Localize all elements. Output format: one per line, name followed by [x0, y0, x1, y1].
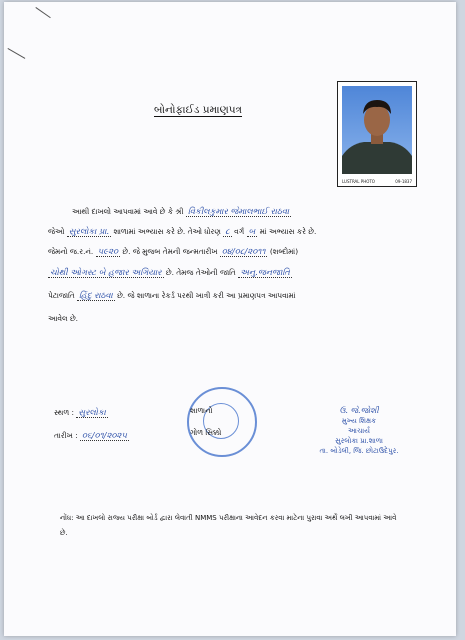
body-line-3: જેમનો જ.ર.નં. ૫૯૨૦ છે. જે મુજબ તેમની જન્મતારીખ ૦૪/૦૮/૨૦૧૧ (શબ્દોમાં): [48, 246, 299, 256]
photo-caption-left: LUSTRAL PHOTO: [342, 179, 375, 184]
student-photo: [337, 81, 417, 187]
place-value: સુરલોકા: [78, 407, 106, 417]
principal-stamp-line1: મુખ્ય શિક્ષક: [341, 417, 377, 425]
student-photo-image: [342, 86, 412, 174]
body-line-4: ચોથી ઓગસ્ટ બે હજાર અગિયાર છે. તેમજ તેઓની જાતિ અનુ.જનજાતિ: [50, 267, 290, 277]
punch-mark: [8, 48, 26, 59]
gr-number: ૫૯૨૦: [97, 246, 119, 256]
birth-date-words: ચોથી ઓગસ્ટ બે હજાર અગિયાર: [50, 267, 162, 277]
school-round-seal: [187, 387, 257, 457]
caste-field: અનુ.જનજાતિ: [240, 267, 290, 277]
punch-mark: [35, 7, 50, 18]
photo-caption-right: 09-1837: [395, 179, 412, 184]
photo-caption: [342, 179, 412, 184]
standard-field: ૮: [225, 226, 230, 236]
body-line-2: જેઓ સુરલોકા પ્રા. શાળામાં અભ્યાસ કરે છે. તેઓ ધોરણ ૮ વર્ગ બ માં અભ્યાસ કરે છે.: [48, 226, 317, 236]
principal-stamp-line2: આચાર્ય: [348, 427, 370, 435]
body-line-1: આથી દાખલો આપવામાં આવે છે કે શ્રી વિકીલકુમાર જેમાલભાઈ રાઠવા: [72, 206, 290, 216]
certificate-page: [4, 2, 456, 636]
school-address-stamp: તા. બોડેલી, જિ. છોટાઉદેપુર.: [319, 447, 399, 455]
body-line-6: આવેલ છે.: [48, 314, 79, 323]
school-name-stamp: સુરલોકા પ્રા.શાળા: [335, 437, 383, 445]
signature: ઉ. જે.જોશી: [339, 406, 379, 415]
principal-signature-block: [304, 406, 414, 456]
seal-caption: ગોળ સિક્કો: [190, 428, 222, 437]
division-field: બ: [248, 226, 256, 236]
school-field: સુરલોકા પ્રા.: [68, 226, 110, 236]
date-value: ૦૬/૦૧/૨૦૨૫: [81, 430, 127, 440]
subcaste-field: હિંદુ રાઠવા: [78, 290, 113, 300]
place-row: સ્થળ : સુરલોકા: [54, 407, 106, 417]
body-line-5: પેટાજાતિ હિંદુ રાઠવા છે. જે શાળાના રેકર્ડ પરથી ખાત્રી કરી આ પ્રમાણપત્ર આપવામાં: [48, 290, 296, 300]
seal-label: શાળાનો: [190, 406, 213, 415]
footnote: નોંધ: આ દાખલો રાજ્ય પરીક્ષા બોર્ડ દ્વારા લેવાતી NMMS પરીક્ષાના આવેદન કરવા માટેના પુરાવા અર્થે લખી આપવામાં આવે છે.: [60, 514, 397, 537]
student-name: વિકીલકુમાર જેમાલભાઈ રાઠવા: [187, 206, 290, 216]
birth-date: ૦૪/૦૮/૨૦૧૧: [221, 246, 266, 256]
certificate-title: બોનોફાઈડ પ્રમાણપત્ર: [154, 104, 243, 116]
date-row: તારીખ : ૦૬/૦૧/૨૦૨૫: [54, 430, 127, 440]
